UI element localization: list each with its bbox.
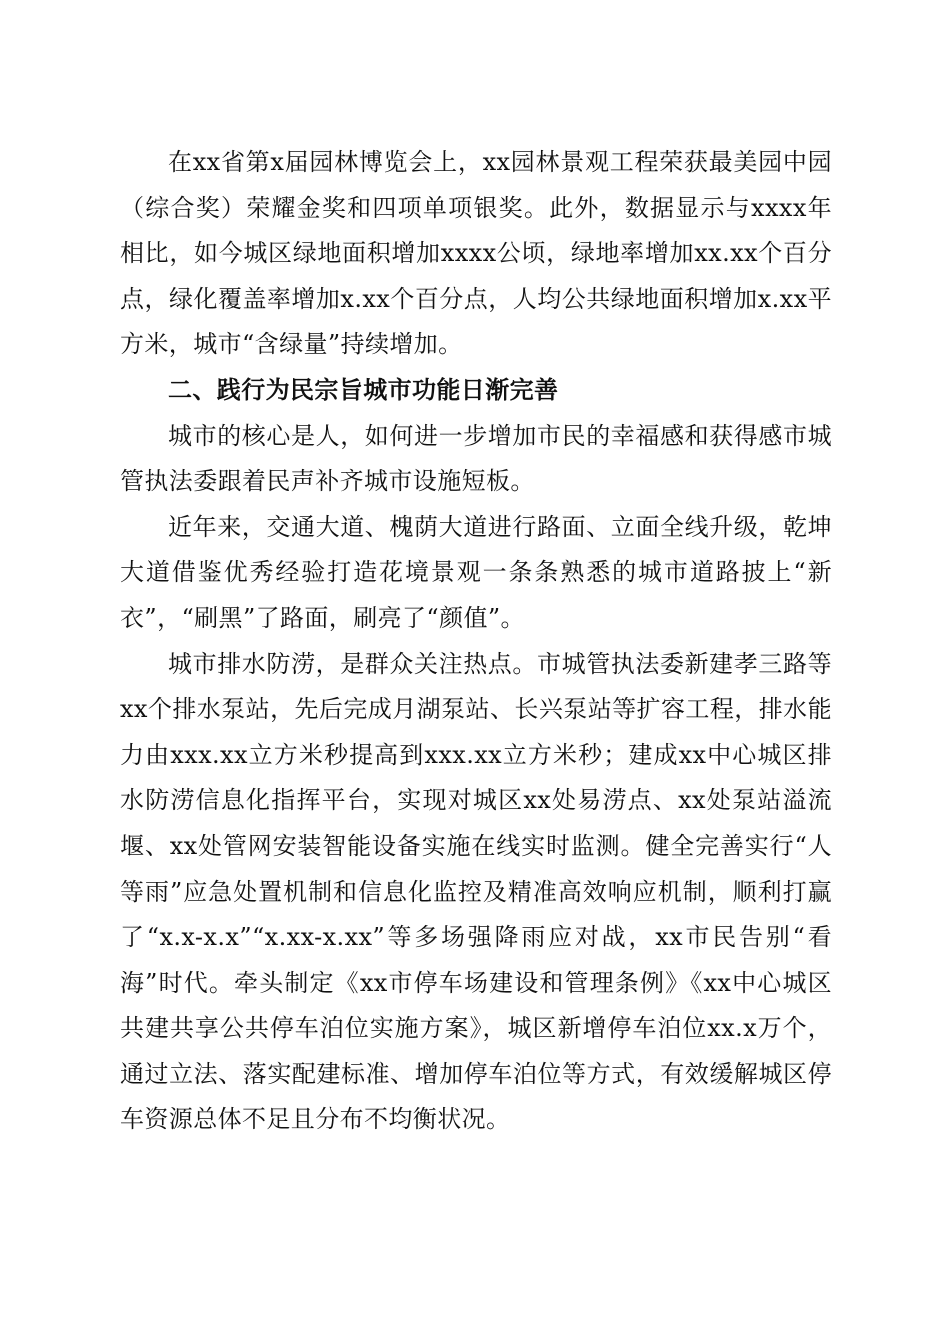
paragraph-garden-expo: 在xx省第x届园林博览会上，xx园林景观工程荣获最美园中园（综合奖）荣耀金奖和四项单项银奖。此外，数据显示与xxxx年相比，如今城区绿地面积增加xxxx公顷，绿地率增加xx.xx个百分点，绿化覆盖率增加x.xx个百分点，人均公共绿地面积增加x.xx平方米，城市“含绿量”持续增加。	[120, 148, 832, 359]
document-body	[120, 140, 832, 1143]
paragraph-drainage-parking: 城市排水防涝，是群众关注热点。市城管执法委新建孝三路等xx个排水泵站，先后完成月湖泵站、长兴泵站等扩容工程，排水能力由xxx.xx立方米秒提高到xxx.xx立方米秒；建成xx中心城区排水防涝信息化指挥平台，实现对城区xx处易涝点、xx处泵站溢流堰、xx处管网安装智能设备实施在线实时监测。健全完善实行“人等雨”应急处置机制和信息化监控及精准高效响应机制，顺利打赢了“x.x-x.x”“x.xx-x.xx”等多场强降雨应对战，xx市民告别“看海”时代。牵头制定《xx市停车场建设和管理条例》《xx中心城区共建共享公共停车泊位实施方案》，城区新增停车泊位xx.x万个，通过立法、落实配建标准、增加停车泊位等方式，有效缓解城区停车资源总体不足且分布不均衡状况。	[120, 649, 832, 1134]
section-heading: 二、践行为民宗旨城市功能日渐完善	[168, 375, 559, 404]
paragraph-city-core: 城市的核心是人，如何进一步增加市民的幸福感和获得感市城管执法委跟着民声补齐城市设施短板。	[120, 421, 832, 496]
paragraph-road-upgrade: 近年来，交通大道、槐荫大道进行路面、立面全线升级，乾坤大道借鉴优秀经验打造花境景观一条条熟悉的城市道路披上“新衣”，“刷黑”了路面，刷亮了“颜值”。	[120, 512, 832, 632]
